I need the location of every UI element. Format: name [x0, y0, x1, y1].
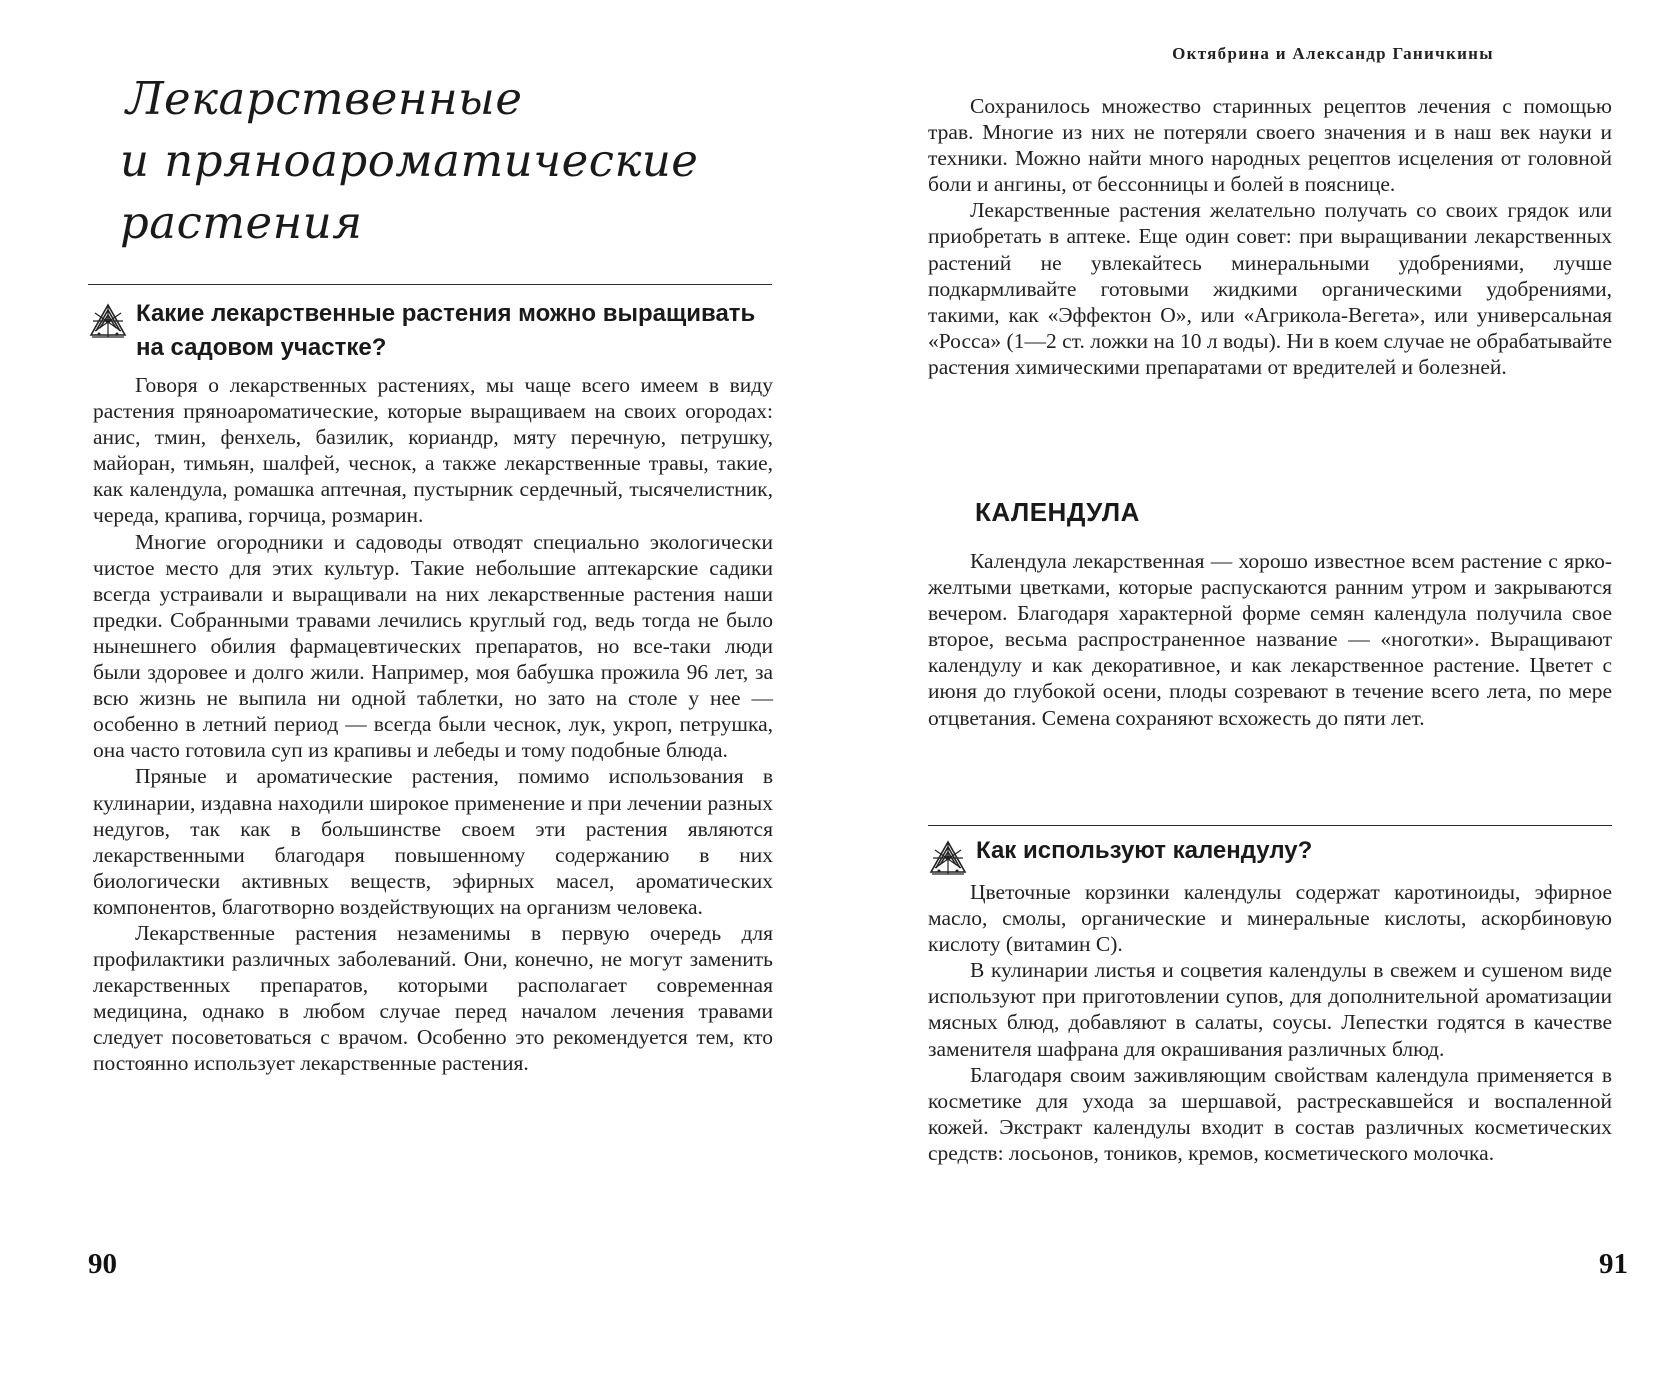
section-body-text — [928, 548, 1612, 731]
running-head-text: Октябрина и Александр Ганичкины — [1172, 44, 1494, 63]
paragraph: Цветочные корзинки календулы содержат каротиноиды, эфирное масло, смолы, органические и минеральные кислоты, аскорбиновую кислоту (витамин С). — [928, 880, 1612, 957]
paragraph: Лекарственные растения желательно получать со своих грядок или приобретать в аптеке. Еще один совет: при выращивании лекарственных растений не увлекайтесь минеральными удобрениями, лучше подкармливайте готовыми жидкими органическими удобрениями, такими, как «Эффектон О», или «Агрикола-Вегета», или универсальная «Росса» (1—2 ст. ложки на 10 л воды). Ни в коем случае не обрабатывайте растения химическими препаратами от вредителей и болезней. — [928, 198, 1612, 379]
question-heading — [928, 834, 1618, 876]
paragraph: Лекарственные растения незаменимы в первую очередь для профилактики различных заболеваний. Они, конечно, не могут заменить лекарственных препаратов, которыми располагает современная медицина, однако в любом случае перед началом лечения травами следует посоветоваться с врачом. Особенно это рекомендуется тем, кто постоянно использует лекарственные растения. — [93, 920, 773, 1076]
chapter-title — [120, 68, 740, 254]
question-heading-text: Как используют календулу? — [976, 837, 1313, 864]
chapter-title-line-1: Лекарственные — [126, 72, 523, 125]
section-divider — [88, 284, 772, 285]
page-number-right: 91 — [1599, 1248, 1628, 1280]
answer-body-text — [928, 879, 1612, 1166]
chapter-title-line-3: растения — [120, 196, 363, 249]
page-number-left: 90 — [88, 1248, 117, 1280]
paragraph: Благодаря своим заживляющим свойствам календула применяется в косметике для ухода за шершавой, растрескавшейся и воспаленной кожей. Экстракт календулы входит в состав различных косметических средств: лосьонов, тоников, кремов, косметического молочка. — [928, 1062, 1612, 1165]
left-page — [0, 0, 831, 1375]
question-heading — [88, 297, 778, 365]
right-intro-text — [928, 93, 1612, 380]
section-title: КАЛЕНДУЛА — [975, 497, 1140, 527]
paragraph: В кулинарии листья и соцветия календулы в свежем и сушеном виде используют при приготовлении супов, для дополнительной ароматизации мясных блюд, добавляют в салаты, соусы. Лепестки годятся в качестве заменителя шафрана для окрашивания различных блюд. — [928, 958, 1612, 1061]
paragraph: Сохранилось множество старинных рецептов лечения с помощью трав. Многие из них не потеряли своего значения и в наш век науки и техники. Можно найти много народных рецептов исцеления от головной боли и ангины, от бессонницы и болей в пояснице. — [928, 94, 1612, 197]
paragraph: Говоря о лекарственных растениях, мы чаще всего имеем в виду растения пряноароматические, которые выращиваем на своих огородах: анис, тмин, фенхель, базилик, кориандр, мяту перечную, петрушку, майоран, тимьян, шалфей, чеснок, а также лекарственные травы, такие, как календула, ромашка аптечная, пустырник сердечный, тысячелистник, череда, крапива, горчица, розмарин. — [93, 373, 773, 528]
section-divider — [928, 825, 1612, 826]
leaf-ornament-icon — [88, 301, 128, 339]
running-head — [831, 44, 1663, 64]
question-heading-text: Какие лекарственные растения можно выращивать на садовом участке? — [136, 300, 756, 361]
left-body-text — [93, 372, 773, 1077]
paragraph: Календула лекарственная — хорошо известное всем растение с ярко-желтыми цветками, которые распускаются ранним утром и закрываются вечером. Благодаря характерной форме семян календула получила свое второе, весьма распространенное название — «ноготки». Выращивают календулу и как декоративное, и как лекарственное растение. Цветет с июня до глубокой осени, плоды созревают в течение всего лета, по мере отцветания. Семена сохраняют всхожесть до пяти лет. — [928, 549, 1612, 730]
paragraph: Многие огородники и садоводы отводят специально экологически чистое место для этих культур. Такие небольшие аптекарские садики всегда устраивали и выращивали на них лекарственные растения наши предки. Собранными травами лечились круглый год, ведь тогда не было нынешнего обилия фармацевтических препаратов, но все-таки люди были здоровее и долго жили. Например, моя бабушка прожила 96 лет, за всю жизнь не выпила ни одной таблетки, но зато на столе у нее — особенно в летний период — всегда были чеснок, лук, укроп, петрушка, она часто готовила суп из крапивы и лебеды и тому подобные блюда. — [93, 529, 773, 763]
leaf-ornament-icon — [928, 838, 968, 876]
paragraph: Пряные и ароматические растения, помимо использования в кулинарии, издавна находили широкое применение и при лечении разных недугов, так как в большинстве своем эти растения являются лекарственными благодаря повышенному содержанию в них биологически активных веществ, эфирных масел, ароматических компонентов, благотворно воздействующих на организм человека. — [93, 764, 773, 919]
chapter-title-line-2: и пряноароматические — [120, 134, 699, 187]
